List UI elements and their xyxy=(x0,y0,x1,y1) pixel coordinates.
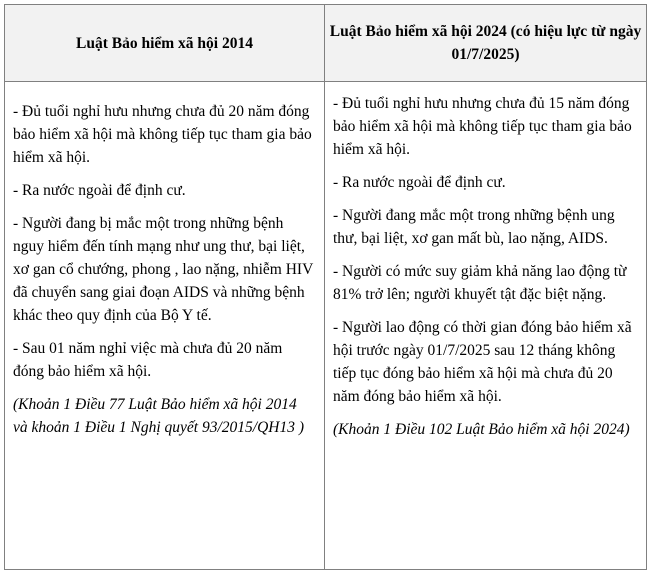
citation-2014: (Khoản 1 Điều 77 Luật Bảo hiểm xã hội 2014 và khoản 1 Điều 1 Nghị quyết 93/2015/QH13 ) xyxy=(13,396,305,436)
list-item: - Đủ tuổi nghỉ hưu nhưng chưa đủ 15 năm đóng bảo hiểm xã hội mà không tiếp tục tham gia bảo hiểm xã hội. xyxy=(333,95,632,158)
list-item: - Sau 01 năm nghỉ việc mà chưa đủ 20 năm đóng bảo hiểm xã hội. xyxy=(13,340,283,380)
comparison-table xyxy=(4,4,647,570)
cell-law-2014 xyxy=(5,82,325,570)
list-item: - Đủ tuổi nghỉ hưu nhưng chưa đủ 20 năm đóng bảo hiểm xã hội mà không tiếp tục tham gia bảo hiểm xã hội. xyxy=(13,103,312,166)
list-item: - Người có mức suy giảm khả năng lao động từ 81% trở lên; người khuyết tật đặc biệt nặng. xyxy=(333,263,627,303)
list-item: - Người đang bị mắc một trong những bệnh nguy hiểm đến tính mạng như ung thư, bại liệt, xơ gan cổ chướng, phong , lao nặng, nhiễm HIV đã chuyển sang giai đoạn AIDS và những bệnh khác theo quy định của Bộ Y tế. xyxy=(13,215,314,324)
citation-2024: (Khoản 1 Điều 102 Luật Bảo hiểm xã hội 2024) xyxy=(333,421,630,438)
header-law-2014: Luật Bảo hiểm xã hội 2014 xyxy=(5,5,325,82)
list-item: - Ra nước ngoài để định cư. xyxy=(13,182,186,199)
list-item: - Người lao động có thời gian đóng bảo hiểm xã hội trước ngày 01/7/2025 sau 12 tháng không tiếp tục đóng bảo hiểm xã hội mà chưa đủ 20 năm đóng bảo hiểm xã hội. xyxy=(333,319,632,405)
cell-law-2024 xyxy=(325,82,647,570)
list-item: - Người đang mắc một trong những bệnh ung thư, bại liệt, xơ gan mất bù, lao nặng, AIDS. xyxy=(333,207,615,247)
content-row xyxy=(5,82,647,570)
header-law-2024: Luật Bảo hiểm xã hội 2024 (có hiệu lực từ ngày 01/7/2025) xyxy=(325,5,647,82)
list-item: - Ra nước ngoài để định cư. xyxy=(333,174,506,191)
header-row xyxy=(5,5,647,82)
